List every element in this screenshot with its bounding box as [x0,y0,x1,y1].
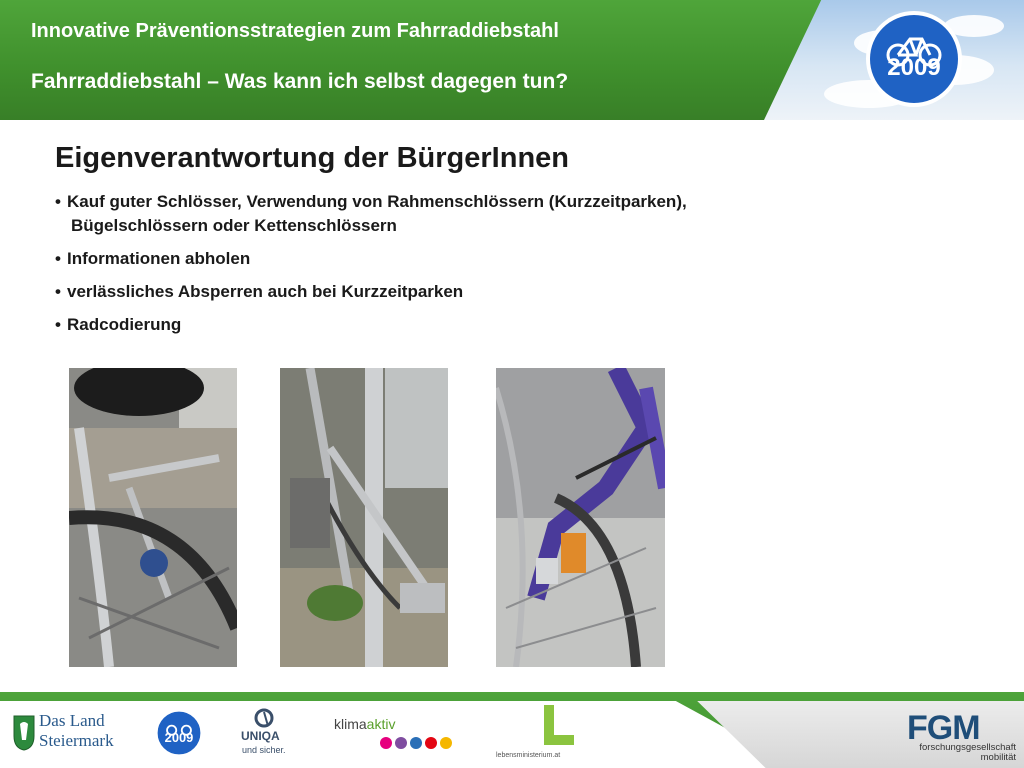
land-line1: Das Land [39,711,105,730]
bullet-item [55,247,875,271]
logo-2009-text: 2009 [887,54,941,81]
bullet-text: Kauf guter Schlösser, Verwendung von Rahmenschlössern (Kurzzeitparken), [67,192,687,211]
bicycle-2009-logo-icon [864,9,964,109]
bullet-text-continuation: Bügelschlössern oder Kettenschlössern [71,216,397,235]
lebensministerium-text: lebensministerium.at [496,752,561,759]
content-heading: Eigenverantwortung der BürgerInnen [55,142,569,174]
bullet-list [55,190,875,346]
presentation-title: Innovative Präventionsstrategien zum Fahrraddiebstahl [31,20,559,42]
bullet-item [55,190,875,238]
steiermark-coat-of-arms-icon [12,712,36,752]
bullet-symbol: • [55,315,61,334]
land-steiermark-logo [39,711,114,751]
header-band [0,0,1024,120]
fgm-logo: FGM [907,709,980,747]
klimaaktiv-logo: klimaaktiv [334,716,396,732]
bullet-text: Informationen abholen [67,249,251,268]
small-logo-2009-text: 2009 [164,730,194,746]
purple-bicycle-lock-photo [496,368,665,667]
lebensministerium-logo-icon [540,703,578,749]
bicycle-frame-lock-photo [69,368,237,667]
bicycle-2009-small-logo-icon [156,710,202,756]
bullet-item [55,280,875,304]
bullet-symbol: • [55,192,61,211]
bullet-text: verlässliches Absperren auch bei Kurzzeitparken [67,282,464,301]
uniqa-name: UNIQA [241,729,280,743]
bullet-symbol: • [55,282,61,301]
slide-title: Fahrraddiebstahl – Was kann ich selbst dagegen tun? [31,70,569,93]
uniqa-logo-icon [250,708,278,730]
bullet-symbol: • [55,249,61,268]
uniqa-slogan: und sicher. [242,745,286,755]
fgm-subtitle: forschungsgesellschaft mobilität [919,742,1016,763]
bullet-text: Radcodierung [67,315,182,334]
land-line2: Steiermark [39,731,114,750]
bicycle-chain-lock-photo [280,368,448,667]
klimaaktiv-dots [380,736,455,754]
bullet-item [55,313,875,337]
